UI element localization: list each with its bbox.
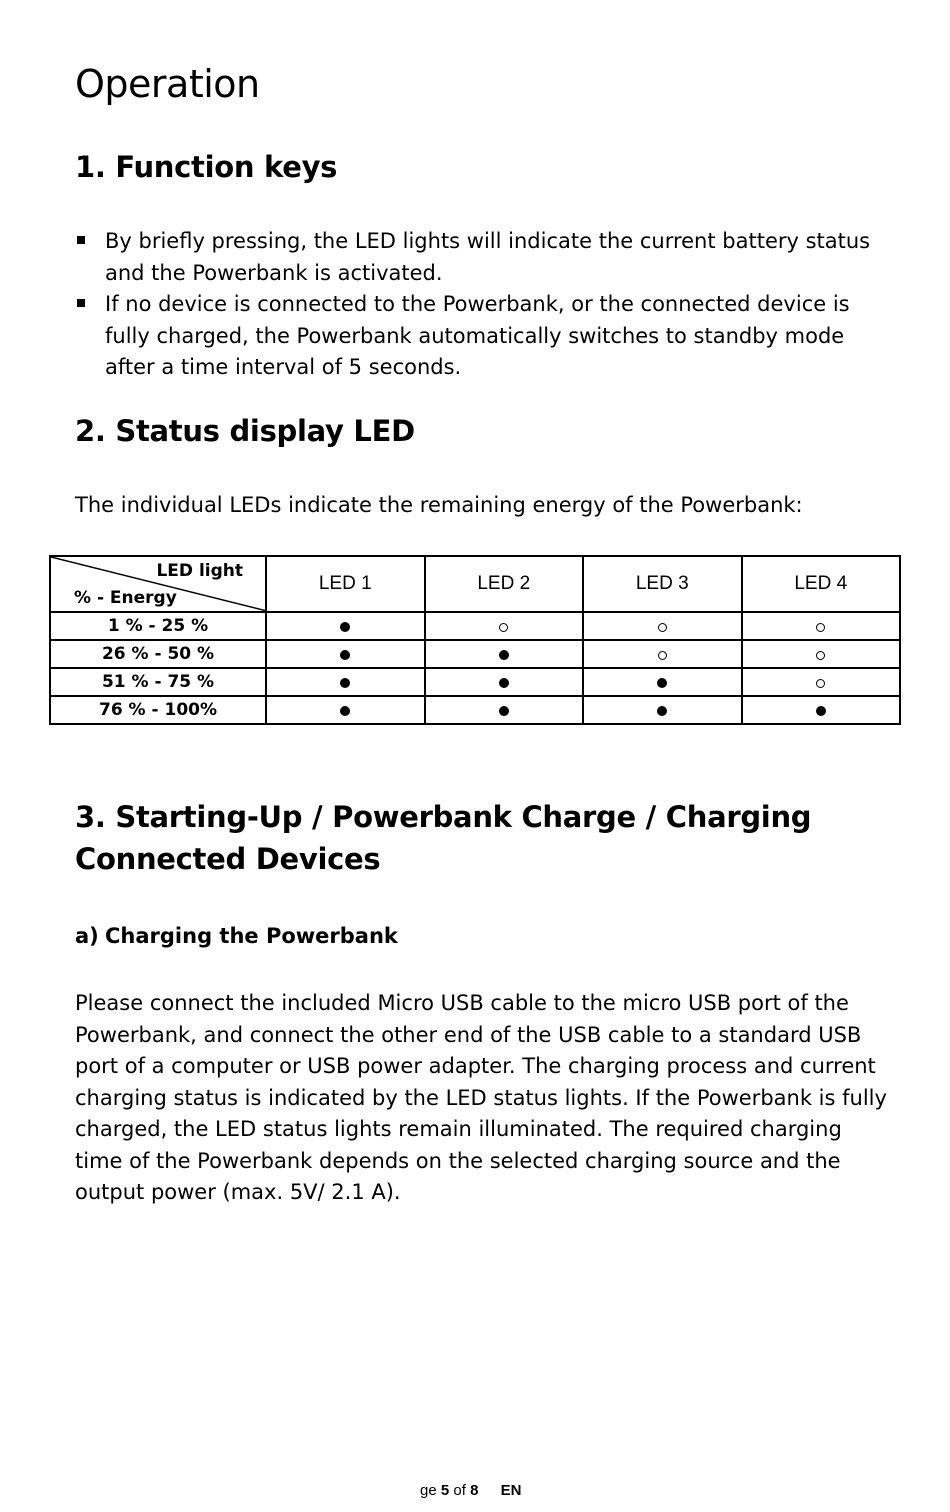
subheading-charging-powerbank [75, 924, 398, 948]
led-off-icon [816, 623, 825, 632]
led-off-icon [658, 623, 667, 632]
page-prefix: ge [420, 1482, 437, 1499]
led-off-icon [816, 679, 825, 688]
energy-range-cell: 51 % - 75 % [50, 668, 266, 696]
led-state-cell [266, 696, 425, 724]
led-state-cell [266, 668, 425, 696]
led-on-icon [657, 678, 667, 688]
status-intro-text: The individual LEDs indicate the remaining energy of the Powerbank: [75, 493, 803, 517]
list-item: If no device is connected to the Powerbank, or the connected device is fully charged, the Powerbank automatically switches to standby mode after a time interval of 5 seconds. [75, 289, 875, 384]
corner-label-energy: % - Energy [74, 588, 177, 608]
led-on-icon [816, 706, 826, 716]
led-off-icon [658, 651, 667, 660]
page-number: 5 [440, 1482, 450, 1499]
table-row [50, 640, 900, 668]
language-code: EN [500, 1482, 522, 1499]
led-state-cell [266, 612, 425, 640]
list-item: By briefly pressing, the LED lights will indicate the current battery status and the Powerbank is activated. [75, 226, 875, 289]
section-heading-starting-up: 3. Starting-Up / Powerbank Charge / Charging Connected Devices [75, 800, 812, 876]
led-state-cell [425, 668, 584, 696]
energy-range-cell: 26 % - 50 % [50, 640, 266, 668]
led-state-cell [266, 640, 425, 668]
column-header: LED 1 [266, 556, 425, 612]
led-state-cell [425, 696, 584, 724]
function-keys-list [75, 226, 875, 384]
bullet-square-icon [77, 236, 85, 244]
column-header: LED 4 [742, 556, 901, 612]
energy-range-cell: 76 % - 100% [50, 696, 266, 724]
led-on-icon [340, 706, 350, 716]
led-state-cell [583, 668, 742, 696]
led-state-cell [583, 696, 742, 724]
charging-instructions-paragraph: Please connect the included Micro USB cable to the micro USB port of the Powerbank, and connect the other end of the USB cable to a standard USB port of a computer or USB power adapter. The charging process and current charging status is indicated by the LED status lights. If the Powerbank is fully charged, the LED status lights remain illuminated. The required charging time of the Powerbank depends on the selected charging source and the output power (max. 5V/ 2.1 A). [75, 991, 887, 1204]
table-row [50, 668, 900, 696]
page-title: Operation [75, 62, 260, 106]
led-state-cell [742, 612, 901, 640]
led-on-icon [499, 678, 509, 688]
led-on-icon [499, 650, 509, 660]
subheading-text: Charging the Powerbank [105, 924, 398, 948]
section-heading-function-keys: 1. Function keys [75, 150, 338, 184]
led-off-icon [816, 651, 825, 660]
table-row [50, 696, 900, 724]
led-on-icon [340, 622, 350, 632]
led-state-cell [425, 640, 584, 668]
led-off-icon [499, 623, 508, 632]
page-total: 8 [470, 1482, 479, 1499]
led-state-cell [583, 612, 742, 640]
led-on-icon [340, 650, 350, 660]
column-header: LED 2 [425, 556, 584, 612]
led-state-cell [742, 696, 901, 724]
table-header-row [50, 556, 900, 612]
section-heading-status-display: 2. Status display LED [75, 414, 415, 448]
led-state-cell [425, 612, 584, 640]
table-row [50, 612, 900, 640]
page-footer [420, 1482, 521, 1499]
led-state-cell [583, 640, 742, 668]
led-state-cell [742, 640, 901, 668]
page-of: of [453, 1482, 466, 1499]
led-on-icon [657, 706, 667, 716]
corner-label-led-light: LED light [156, 561, 243, 581]
led-state-cell [742, 668, 901, 696]
led-status-table [49, 555, 901, 725]
energy-range-cell: 1 % - 25 % [50, 612, 266, 640]
subheading-letter: a) [75, 924, 99, 948]
bullet-square-icon [77, 299, 85, 307]
column-header: LED 3 [583, 556, 742, 612]
led-on-icon [340, 678, 350, 688]
table-corner-cell [50, 556, 266, 612]
led-on-icon [499, 706, 509, 716]
